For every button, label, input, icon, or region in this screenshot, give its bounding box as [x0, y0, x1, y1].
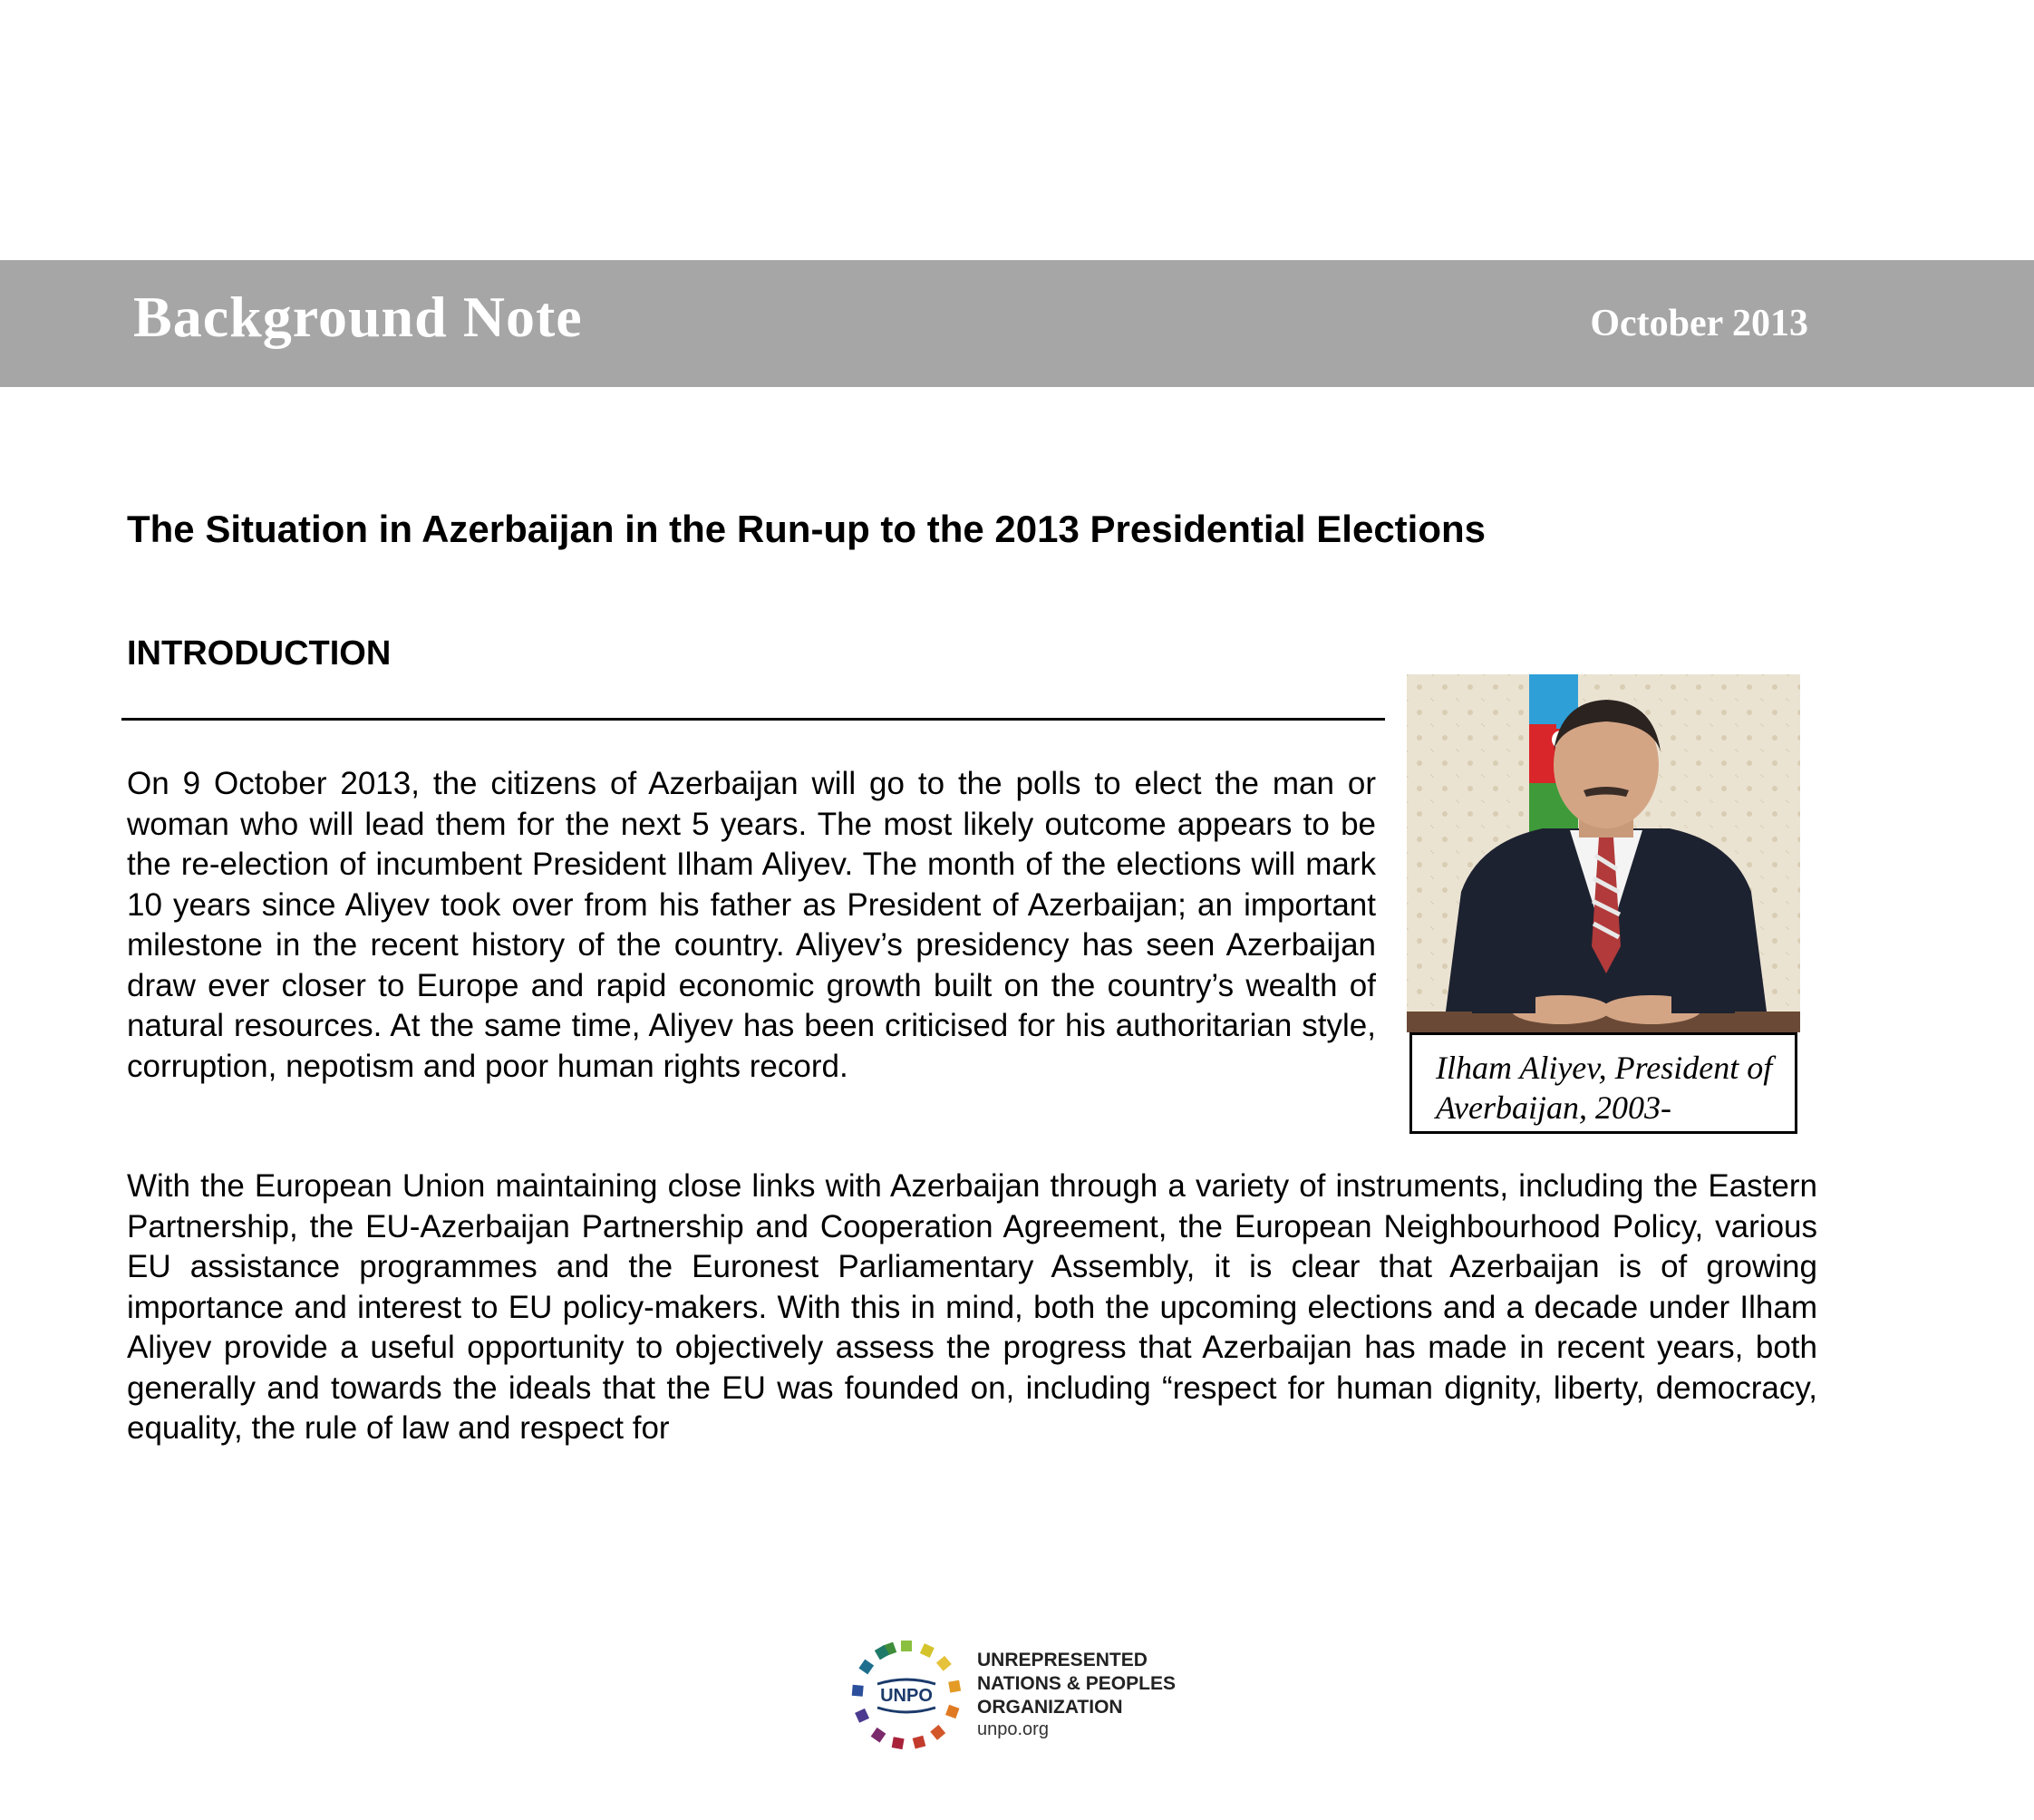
president-photo — [1407, 674, 1800, 1032]
intro-paragraph-2: With the European Union maintaining close links with Azerbaijan through a variety of instruments, including the Eastern Partnership, the EU-Azerbaijan Partnership and Cooperation Agreement, the European Neighbourhood Policy, various EU assistance programmes and the Euronest Parliamentary Assembly, it is clear that Azerbaijan is of growing importance and interest to EU policy-makers. With this in mind, both the upcoming elections and a decade under Ilham Aliyev provide a useful opportunity to objectively assess the progress that Azerbaijan has made in recent years, both generally and towards the ideals that the EU was founded on, including “respect for human dignity, liberty, democracy, equality, the rule of law and respect for — [127, 1168, 1817, 1446]
section-heading-introduction: INTRODUCTION — [127, 634, 392, 673]
section-divider — [121, 718, 1385, 721]
org-name — [977, 1649, 1176, 1719]
header-banner — [0, 260, 2034, 387]
intro-paragraph-1: On 9 October 2013, the citizens of Azerbaijan will go to the polls to elect the man or woman who will lead them for the next 5 years. The most likely outcome appears to be the re-election of incumbent President Ilham Aliyev. The month of the elections will mark 10 years since Aliyev took over from his father as President of Azerbaijan; an important milestone in the recent history of the country. Aliyev’s presidency has seen Azerbaijan draw ever closer to Europe and rapid economic growth built on the country’s wealth of natural resources. At the same time, Aliyev has been criticised for his authoritarian style, corruption, nepotism and poor human rights record. — [127, 766, 1376, 1084]
banner-date: October 2013 — [1590, 303, 1808, 344]
banner-title: Background Note — [133, 285, 583, 349]
photo-caption-box — [1409, 1032, 1797, 1134]
document-title: The Situation in Azerbaijan in the Run-up to the 2013 Presidential Elections — [127, 508, 1486, 550]
org-name-line-1: UNREPRESENTED — [977, 1650, 1148, 1670]
org-name-line-2: NATIONS & PEOPLES — [977, 1673, 1176, 1694]
unpo-logo-mark: UNPO — [880, 1686, 933, 1706]
unpo-logo — [843, 1631, 1224, 1758]
unpo-ring-icon — [843, 1631, 970, 1758]
org-name-line-3: ORGANIZATION — [977, 1697, 1123, 1718]
photo-caption: Ilham Aliyev, President of Averbaijan, 2003- — [1436, 1050, 1773, 1126]
org-url: unpo.org — [977, 1719, 1049, 1739]
